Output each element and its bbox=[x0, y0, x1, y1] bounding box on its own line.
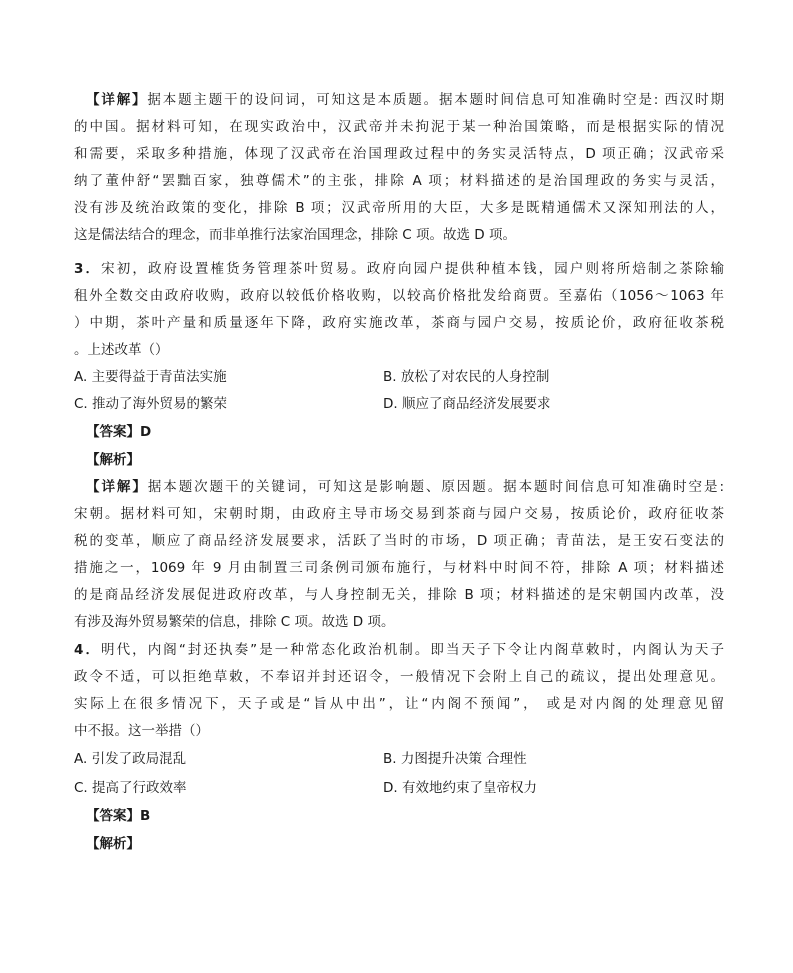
q4-stem-line-1: 4．明代，内阁“封还执奏”是一种常态化政治机制。即当天子下令让内阁草敕时，内阁认为天子 bbox=[74, 642, 724, 658]
q3-stem-line-2: 租外全数交由政府收购，政府以较低价格收购，以较高价格批发给商贾。至嘉佑（1056～1063 年 bbox=[74, 288, 724, 304]
q3-detail-line-4: 措施之一，1069 年 9 月由制置三司条例司颁布施行，与材料中时间不符，排除 A 项；材料描述 bbox=[74, 560, 724, 576]
q4-option-b: B. 力图提升决策 合理性 bbox=[383, 751, 527, 767]
q3-detail-line-3: 税的变革，顺应了商品经济发展要求，活跃了当时的市场，D 项正确；青苗法，是王安石变法的 bbox=[74, 533, 724, 549]
question-number: 3． bbox=[74, 261, 102, 277]
q3-stem-line-4: 。上述改革（） bbox=[74, 342, 169, 358]
q3-answer: 【答案】D bbox=[86, 424, 152, 440]
q3-stem-line-1: 3．宋初，政府设置榷货务管理茶叶贸易。政府向园户提供种植本钱，园户则将所焙制之茶除输 bbox=[74, 261, 725, 277]
q3-stem-line-3: ）中期，茶叶产量和质量逐年下降，政府实施改革，茶商与园户交易，按质论价，政府征收茶税 bbox=[74, 315, 724, 331]
q3-detail-line-5: 的是商品经济发展促进政府改革，与人身控制无关，排除 B 项；材料描述的是宋朝国内改革，没 bbox=[74, 587, 724, 603]
q4-stem-line-2: 政令不适，可以拒绝草敕，不奉诏并封还诏令，一般情况下会附上自己的疏议，提出处理意见。 bbox=[74, 669, 724, 685]
q2-detail-line-4: 纳了董仲舒“罢黜百家，独尊儒术”的主张，排除 A 项；材料描述的是治国理政的务实与灵活， bbox=[74, 173, 724, 189]
q2-detail-line-3: 和需要，采取多种措施，体现了汉武帝在治国理政过程中的务实灵活特点，D 项正确；汉武帝采 bbox=[74, 146, 724, 162]
q4-option-c: C. 提高了行政效率 bbox=[74, 780, 187, 796]
q4-answer: 【答案】B bbox=[86, 808, 151, 824]
q4-stem-line-4: 中不报。这一举措（） bbox=[74, 723, 209, 739]
detail-tag: 【详解】 bbox=[86, 479, 148, 495]
q3-option-c: C. 推动了海外贸易的繁荣 bbox=[74, 396, 228, 412]
q2-detail-line-6: 这是儒法结合的理念，而非单推行法家治国理念，排除 C 项。故选 D 项。 bbox=[74, 227, 516, 243]
q4-analysis-label: 【解析】 bbox=[86, 836, 140, 852]
q3-option-b: B. 放松了对农民的人身控制 bbox=[383, 369, 550, 385]
q4-option-a: A. 引发了政局混乱 bbox=[74, 751, 187, 767]
q4-option-d: D. 有效地约束了皇帝权力 bbox=[383, 780, 537, 796]
q2-detail-line-5: 没有涉及统治政策的变化，排除 B 项；汉武帝所用的大臣，大多是既精通儒术又深知刑法的人， bbox=[74, 200, 724, 216]
q2-detail-line-2: 的中国。据材料可知，在现实政治中，汉武帝并未拘泥于某一种治国策略，而是根据实际的情况 bbox=[74, 119, 724, 135]
q3-option-d: D. 顺应了商品经济发展要求 bbox=[383, 396, 551, 412]
q3-detail-line-1: 【详解】据本题次题干的关键词，可知这是影响题、原因题。据本题时间信息可知准确时空是: bbox=[86, 479, 724, 495]
detail-tag: 【详解】 bbox=[86, 92, 148, 108]
q3-analysis-label: 【解析】 bbox=[86, 452, 140, 468]
question-number: 4． bbox=[74, 642, 102, 658]
q2-detail-line-1: 【详解】据本题主题干的设问词，可知这是本质题。据本题时间信息可知准确时空是: 西汉时期 bbox=[86, 92, 725, 108]
q3-option-a: A. 主要得益于青苗法实施 bbox=[74, 369, 227, 385]
q3-detail-line-6: 有涉及海外贸易繁荣的信息，排除 C 项。故选 D 项。 bbox=[74, 614, 395, 630]
q3-detail-line-2: 宋朝。据材料可知，宋朝时期，由政府主导市场交易到茶商与园户交易，按质论价，政府征收茶 bbox=[74, 506, 724, 522]
q4-stem-line-3: 实际上在很多情况下，天子或是“旨从中出”，让“内阁不预闻”， 或是对内阁的处理意见留 bbox=[74, 696, 724, 712]
